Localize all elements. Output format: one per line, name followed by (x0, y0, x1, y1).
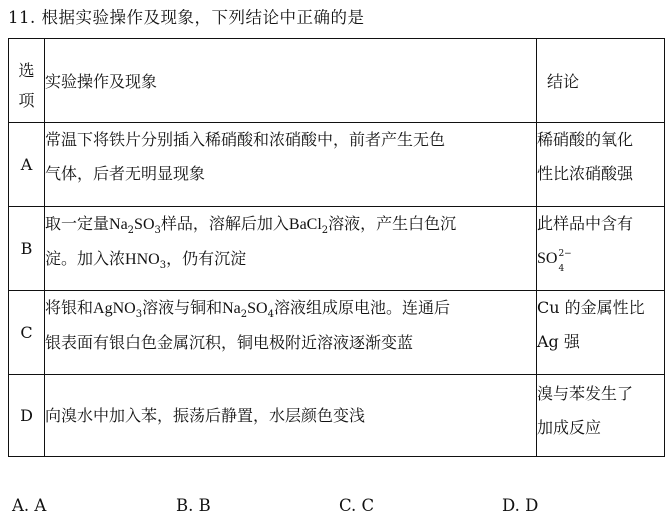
conclusion-cell-d: 溴与苯发生了 加成反应 (537, 375, 665, 457)
table-row (9, 291, 665, 375)
option-cell-b: B (9, 207, 45, 291)
header-option-label: 选 项 (18, 60, 35, 110)
header-procedure-cell (45, 39, 537, 123)
choice-c[interactable]: C. C (339, 496, 375, 515)
table-row (9, 207, 665, 291)
table-row (9, 123, 665, 207)
question-title: 11. 根据实验操作及现象，下列结论中正确的是 (8, 8, 365, 27)
option-cell-d: D (9, 375, 45, 457)
conclusion-cell-c: Cu 的金属性比 Ag 强 (537, 291, 665, 375)
conclusion-cell-b: 此样品中含有 SO 2− 4 (537, 207, 665, 291)
procedure-cell-a: 常温下将铁片分别插入稀硝酸和浓硝酸中，前者产生无色 气体，后者无明显现象 (45, 123, 537, 207)
header-procedure-label: 实验操作及现象 (45, 72, 158, 91)
choice-d[interactable]: D. D (502, 496, 539, 515)
table-header-row (9, 39, 665, 123)
table-row (9, 375, 665, 457)
procedure-cell-d: 向溴水中加入苯，振荡后静置，水层颜色变浅 (45, 375, 537, 457)
procedure-cell-c: 将银和AgNO$_3$溶液与铜和$Na_2SO_4$溶液组成原电池。连通后 银表面有银白色金属沉积，铜电极附近溶液逐渐变蓝 (45, 291, 537, 375)
header-option-cell (9, 39, 45, 123)
experiment-table (8, 38, 665, 457)
procedure-cell-b: 取一定量$Na_2SO_3$样品，溶解后加入BaCl$_2$溶液，产生白色沉 淀。加入浓$HNO_3$，仍有沉淀 (45, 207, 537, 291)
option-cell-c: C (9, 291, 45, 375)
option-cell-a: A (9, 123, 45, 207)
choice-a[interactable]: A. A (12, 496, 47, 515)
conclusion-cell-a: 稀硝酸的氧化 性比浓硝酸强 (537, 123, 665, 207)
choice-b[interactable]: B. B (176, 496, 211, 515)
header-conclusion-label: 结论 (547, 72, 580, 91)
header-conclusion-cell (537, 39, 665, 123)
sulfate-ion-formula: SO 2− 4 (537, 249, 572, 274)
